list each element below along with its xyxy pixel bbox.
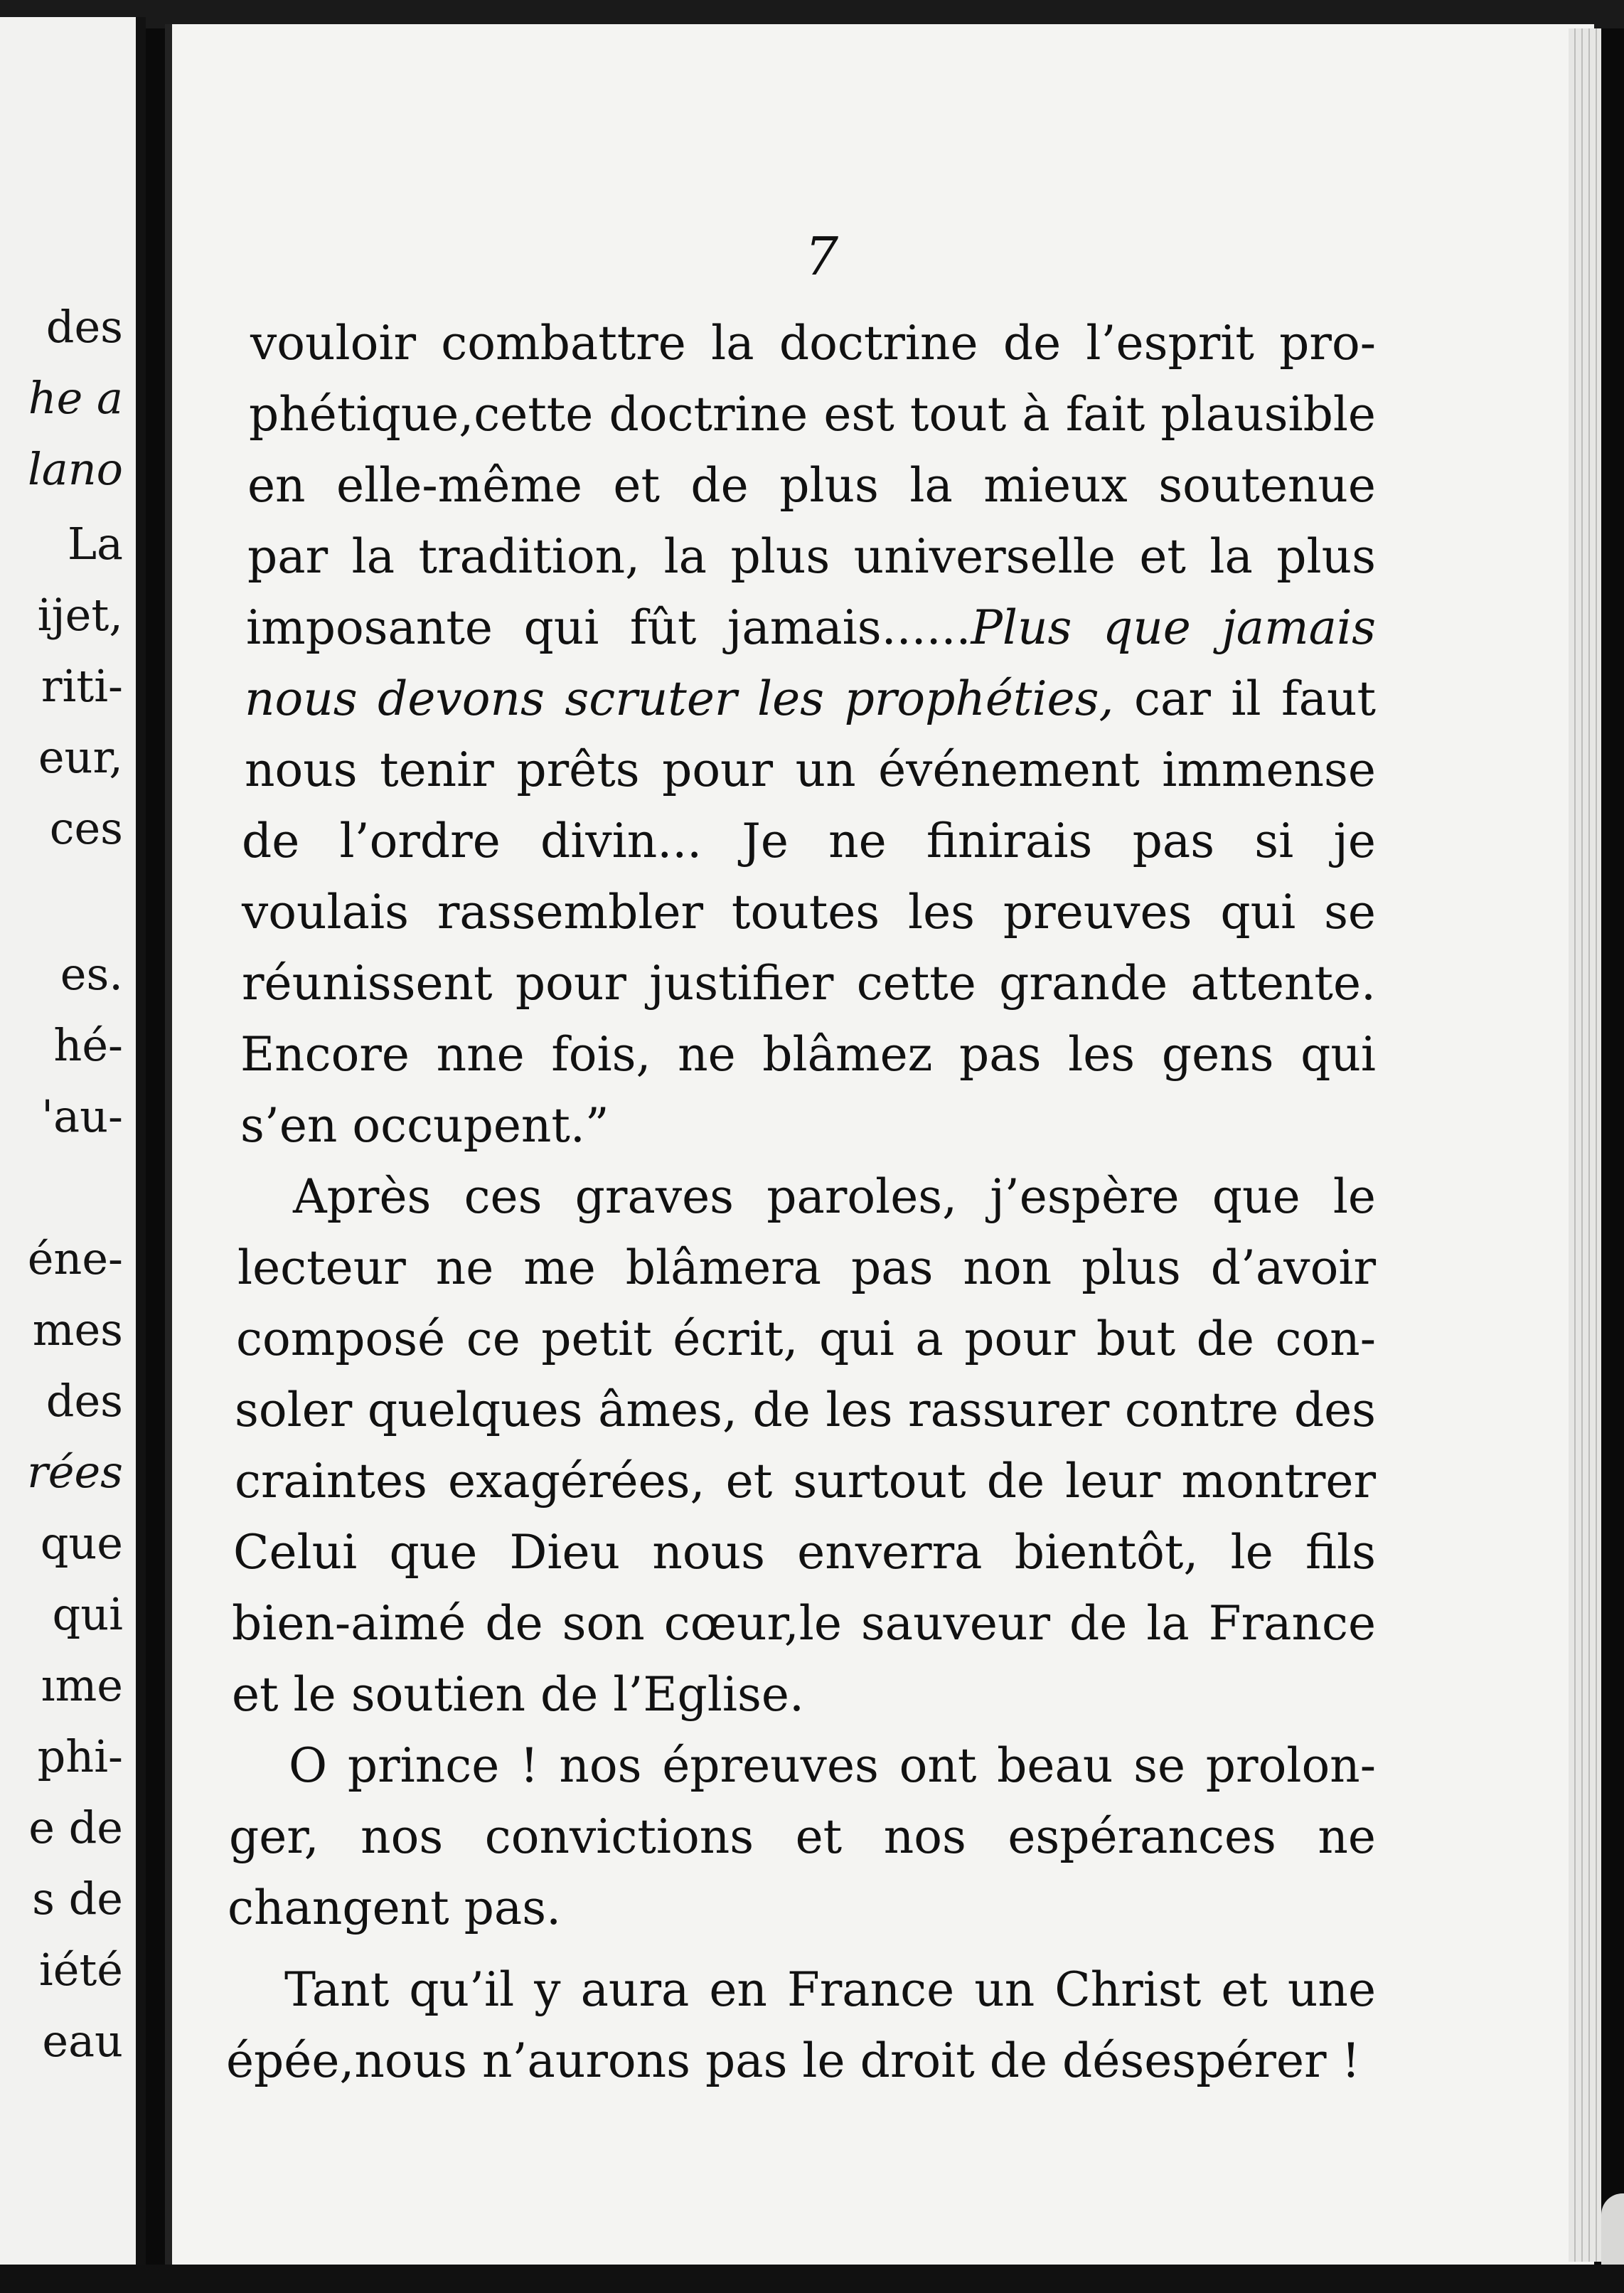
text-segment: car il faut (1113, 671, 1376, 726)
text-line: voulais rassembler toutes les preuves qui se (242, 885, 1376, 940)
text-line: Celui que Dieu nous enverra bientôt, le fils (233, 1525, 1376, 1580)
left-page-line: e de (28, 1802, 123, 1853)
text-line: bien-aimé de son cœur,le sauveur de la France (232, 1596, 1376, 1651)
left-page-line: eur, (38, 731, 123, 783)
left-page-line: des (46, 1375, 123, 1427)
text-line: épée,nous n’aurons pas le droit de désespérer ! (226, 2033, 1361, 2088)
left-page-line: ıme (41, 1659, 123, 1711)
left-page-line: riti- (41, 660, 123, 712)
text-line: et le soutien de l’Eglise. (232, 1667, 804, 1722)
left-page-line: des (46, 301, 123, 353)
text-line: craintes exagérées, et surtout de leur montrer (235, 1454, 1376, 1509)
text-line (245, 671, 1376, 726)
text-line: de l’ordre divin... Je ne finirais pas si je (242, 814, 1376, 868)
page-number: 7 (805, 226, 839, 287)
left-page-line: es. (60, 948, 123, 1000)
left-page-line: éne- (27, 1233, 123, 1284)
italic-segment: Plus que jamais (971, 600, 1377, 655)
text-line: par la tradition, la plus universelle et la plus (247, 529, 1376, 584)
text-line: ger, nos convictions et nos espérances ne (229, 1809, 1376, 1864)
previous-page-fragment (0, 17, 146, 2279)
left-page-line: La (67, 518, 123, 570)
left-page-line: lano (27, 443, 123, 495)
left-page-line: que (40, 1517, 123, 1569)
left-page-line: qui (52, 1588, 123, 1640)
left-page-line: mes (32, 1304, 123, 1356)
text-line (246, 600, 1377, 655)
left-page-line: 'au- (41, 1090, 123, 1142)
text-line: Tant qu’il y aura en France un Christ et une (284, 1962, 1376, 2017)
left-page-line: iété (38, 1944, 123, 1996)
text-line: en elle-même et de plus la mieux soutenue (247, 458, 1376, 513)
text-line: Encore nne fois, ne blâmez pas les gens qui (240, 1027, 1376, 1082)
scan-bottom-edge (0, 2265, 1624, 2293)
left-page-line: phi- (37, 1730, 123, 1782)
text-line: vouloir combattre la doctrine de l’esprit pro- (250, 316, 1376, 371)
text-line: réunissent pour justifier cette grande attente. (242, 956, 1376, 1011)
text-line: phétique,cette doctrine est tout à fait plausible (249, 387, 1376, 442)
text-line: lecteur ne me blâmera pas non plus d’avoir (237, 1240, 1376, 1295)
text-line: s’en occupent.” (240, 1098, 609, 1153)
left-page-line: he a (28, 372, 123, 424)
left-page-line: rées (27, 1446, 123, 1498)
text-segment: imposante qui fût jamais...... (246, 600, 971, 655)
text-line: O prince ! nos épreuves ont beau se prolon- (289, 1738, 1376, 1793)
text-line: Après ces graves paroles, j’espère que le (293, 1169, 1376, 1224)
left-page-line: eau (42, 2015, 123, 2067)
text-line: composé ce petit écrit, qui a pour but de con- (236, 1312, 1376, 1366)
text-line: nous tenir prêts pour un événement immense (245, 743, 1376, 797)
text-line: changent pas. (228, 1880, 562, 1935)
left-page-line: ijet, (37, 589, 123, 641)
left-page-line: s de (32, 1873, 123, 1925)
italic-segment: nous devons scruter les prophéties, (245, 671, 1114, 726)
left-page-line: ces (49, 802, 123, 854)
text-line: soler quelques âmes, de les rassurer contre des (235, 1383, 1376, 1437)
left-page-line: hé- (53, 1019, 123, 1071)
page-stack-edge (1569, 28, 1601, 2262)
